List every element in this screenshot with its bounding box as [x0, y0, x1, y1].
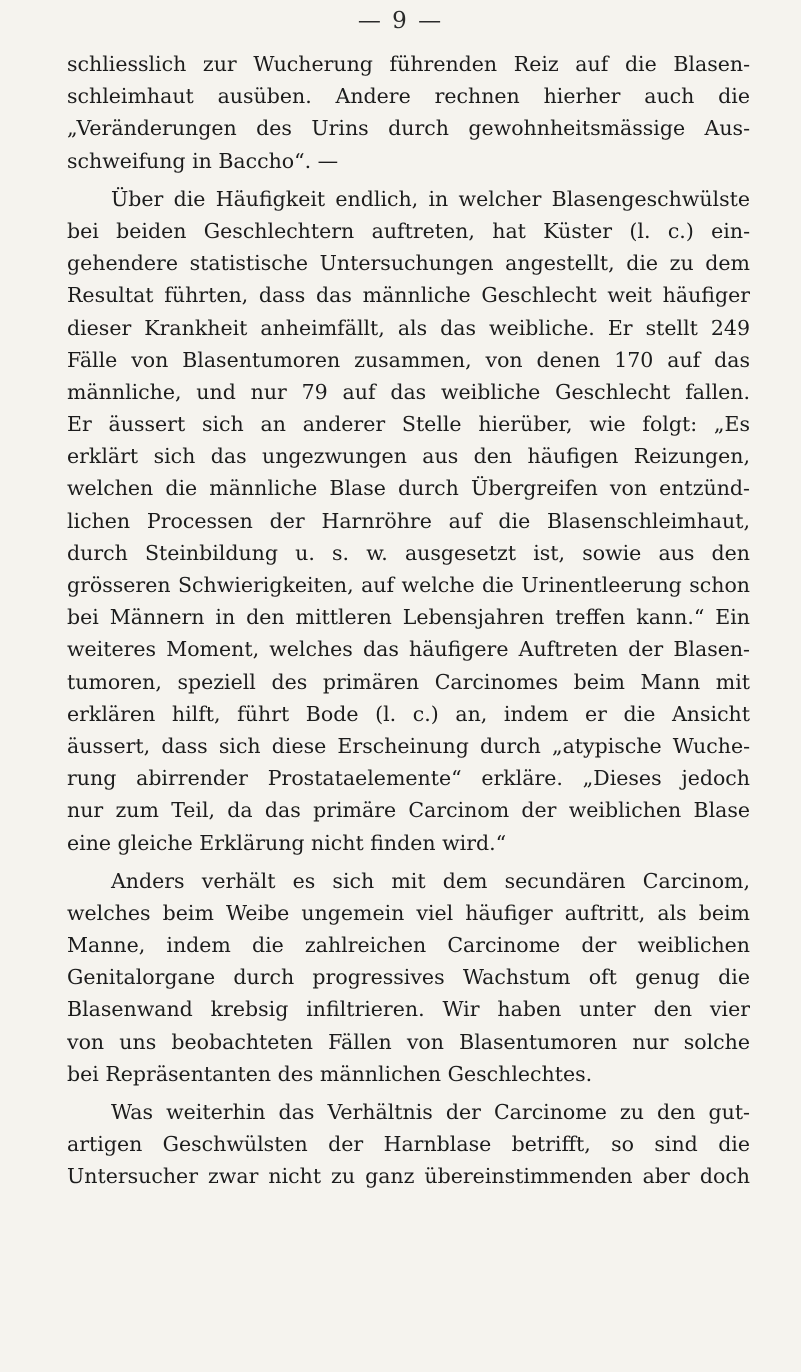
text-line: erklären hilft, führt Bode (l. c.) an, indem er die Ansicht — [67, 701, 750, 726]
text-line: rung abirrender Prostataelemente“ erkläre. „Dieses jedoch — [67, 766, 750, 791]
text-line: Was weiterhin das Verhältnis der Carcinome zu den gut- — [111, 1100, 750, 1124]
text-line: eine gleiche Erklärung nicht finden wird.“ — [67, 830, 507, 855]
text-line: nur zum Teil, da das primäre Carcinom der weiblichen Blase — [67, 798, 750, 823]
text-line: männliche, und nur 79 auf das weibliche Geschlecht fallen. — [67, 379, 750, 404]
text-line: lichen Processen der Harnröhre auf die Blasenschleimhaut, — [67, 508, 750, 533]
text-line: artigen Geschwülsten der Harnblase betrifft, so sind die — [67, 1132, 750, 1157]
paragraph — [67, 183, 750, 859]
text-line: schweifung in Baccho“. — — [67, 148, 339, 173]
text-line: Fälle von Blasentumoren zusammen, von denen 170 auf das — [67, 347, 750, 372]
text-line: erklärt sich das ungezwungen aus den häufigen Reizungen, — [67, 444, 750, 469]
text-line: durch Steinbildung u. s. w. ausgesetzt ist, sowie aus den — [67, 540, 750, 565]
text-line: Manne, indem die zahlreichen Carcinome der weiblichen — [67, 933, 750, 958]
text-line: tumoren, speziell des primären Carcinomes beim Mann mit — [67, 669, 750, 694]
text-line: welches beim Weibe ungemein viel häufiger auftritt, als beim — [67, 900, 750, 925]
text-line: grösseren Schwierigkeiten, auf welche die Urinentleerung schon — [67, 573, 750, 597]
paragraph — [67, 865, 750, 1090]
text-line: schliesslich zur Wucherung führenden Reiz auf die Blasen- — [67, 52, 750, 76]
text-line: bei Repräsentanten des männlichen Geschlechtes. — [67, 1061, 593, 1086]
text-line: schleimhaut ausüben. Andere rechnen hierher auch die — [67, 84, 750, 109]
text-line: welchen die männliche Blase durch Übergreifen von entzünd- — [67, 476, 750, 501]
page-number: — 9 — — [357, 8, 444, 34]
text-line: Resultat führten, dass das männliche Geschlecht weit häufiger — [67, 283, 750, 308]
text-line: Blasenwand krebsig infiltrieren. Wir haben unter den vier — [67, 997, 750, 1022]
text-line: „Veränderungen des Urins durch gewohnheitsmässige Aus- — [67, 116, 750, 141]
text-line: von uns beobachteten Fällen von Blasentumoren nur solche — [67, 1029, 750, 1054]
text-line: dieser Krankheit anheimfällt, als das weibliche. Er stellt 249 — [67, 315, 750, 340]
text-line: Er äussert sich an anderer Stelle hierüber, wie folgt: „Es — [67, 412, 750, 437]
text-line: äussert, dass sich diese Erscheinung durch „atypische Wuche- — [67, 733, 750, 758]
text-line: Genitalorgane durch progressives Wachstum oft genug die — [67, 965, 750, 990]
text-line: Über die Häufigkeit endlich, in welcher Blasengeschwülste — [111, 186, 750, 211]
paragraph — [67, 48, 750, 177]
text-line: bei Männern in den mittleren Lebensjahren treffen kann.“ Ein — [67, 605, 750, 630]
text-line: Anders verhält es sich mit dem secundären Carcinom, — [111, 868, 750, 893]
text-line: Untersucher zwar nicht zu ganz übereinstimmenden aber doch — [67, 1164, 750, 1189]
text-line: bei beiden Geschlechtern auftreten, hat Küster (l. c.) ein- — [67, 218, 750, 243]
paragraph — [67, 1096, 750, 1193]
text-line: weiteres Moment, welches das häufigere Auftreten der Blasen- — [67, 637, 750, 662]
body-text — [67, 48, 750, 1193]
text-line: gehendere statistische Untersuchungen angestellt, die zu dem — [67, 251, 750, 276]
